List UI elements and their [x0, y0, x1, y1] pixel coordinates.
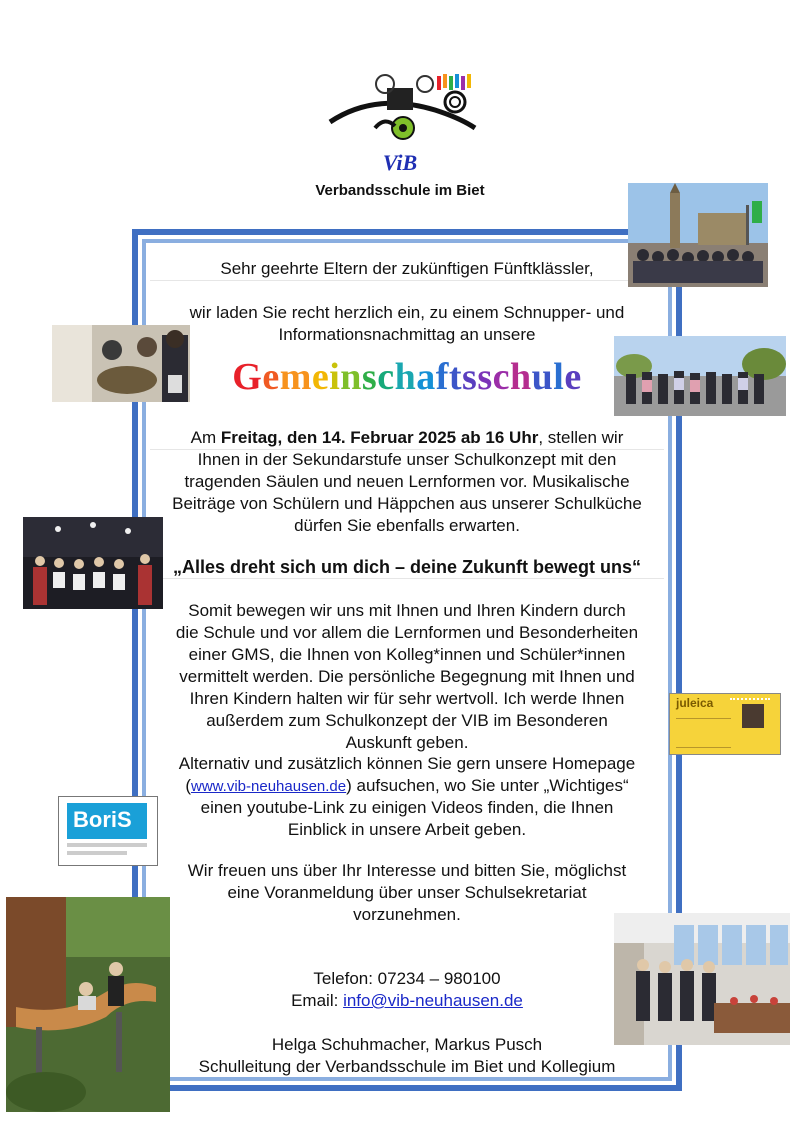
p2-line-5: Ihren Kindern halten wir für sehr wertvoll. Ich werde Ihnen: [189, 689, 625, 708]
p2-line-6: außerdem zum Schulkonzept der VIB im Besonderen: [206, 711, 608, 730]
p2-line-4: vermittelt werden. Die persönliche Begegnung mit Ihnen und: [179, 667, 635, 686]
title-letter: c: [492, 356, 511, 398]
photo-award-group: [23, 517, 163, 609]
photo-school-kitchen: [614, 913, 790, 1045]
title-letter: s: [361, 356, 378, 398]
p3-line-4: Einblick in unsere Arbeit geben.: [287, 820, 527, 839]
p3-line-3: einen youtube-Link zu einigen Videos finden, die Ihnen: [200, 798, 614, 817]
p3-line-1: Alternativ und zusätzlich können Sie gern unsere Homepage: [178, 754, 636, 773]
title-letter: t: [448, 356, 463, 398]
title-letter: n: [340, 356, 362, 398]
title-letter: a: [416, 356, 436, 398]
p4-line-2: eine Voranmeldung über unser Schulsekretariat: [227, 883, 587, 902]
invite-line-2: Informationsnachmittag an unsere: [278, 325, 536, 344]
juleica-card: juleica: [669, 693, 781, 755]
p2-line-7: Auskunft geben.: [345, 733, 469, 752]
title-letter: m: [279, 356, 312, 398]
title-letter: f: [435, 356, 449, 398]
title-letter: s: [477, 356, 493, 398]
homepage-link[interactable]: www.vib-neuhausen.de: [191, 778, 347, 795]
title-letter: l: [553, 356, 565, 398]
gemeinschaftsschule-title: [150, 355, 664, 399]
title-letter: s: [462, 356, 478, 398]
school-logo: [325, 70, 485, 145]
date-line: Am Freitag, den 14. Februar 2025 ab 16 Uhr, stellen wir: [150, 427, 664, 450]
photo-bench-outdoor: [6, 897, 170, 1112]
signers: Helga Schuhmacher, Markus Pusch: [271, 1035, 543, 1054]
title-letter: G: [232, 356, 263, 398]
p1-line-5: dürfen Sie ebenfalls erwarten.: [294, 516, 520, 535]
title-letter: i: [329, 356, 341, 398]
invite-line-1: wir laden Sie recht herzlich ein, zu einem Schnupper- und: [189, 303, 625, 322]
title-letter: e: [564, 356, 582, 398]
photo-students-outdoor: [614, 336, 786, 416]
p2-line-2: die Schule und vor allem die Lernformen und Besonderheiten: [175, 623, 639, 642]
p1-line-2: Ihnen in der Sekundarstufe unser Schulkonzept mit den: [197, 450, 617, 469]
p4-line-3: vorzunehmen.: [353, 905, 461, 924]
title-letter: e: [262, 356, 280, 398]
event-date: Freitag, den 14. Februar 2025 ab 16 Uhr: [220, 428, 539, 447]
email-link[interactable]: info@vib-neuhausen.de: [343, 991, 523, 1010]
signature-line: Schulleitung der Verbandsschule im Biet und Kollegium: [198, 1057, 616, 1076]
photo-plants-students: [52, 325, 190, 402]
p3-line-2: (www.vib-neuhausen.de) aufsuchen, wo Sie unter „Wichtiges“: [185, 776, 629, 795]
school-name: Verbandsschule im Biet: [315, 182, 485, 199]
school-abbreviation: ViB: [382, 150, 418, 175]
greeting: Sehr geehrte Eltern der zukünftigen Fünftklässler,: [150, 258, 664, 281]
p4-line-1: Wir freuen uns über Ihr Interesse und bitten Sie, möglichst: [187, 861, 627, 880]
title-letter: c: [377, 356, 395, 398]
boris-badge: BoriS: [58, 796, 158, 866]
title-letter: h: [510, 356, 532, 398]
phone: Telefon: 07234 – 980100: [313, 969, 501, 988]
p1-line-3: tragenden Säulen und neuen Lernformen vor. Musikalische: [184, 472, 630, 491]
slogan: „Alles dreht sich um dich – deine Zukunft bewegt uns“: [150, 556, 664, 579]
photo-london-group: [628, 183, 768, 287]
title-letter: e: [311, 356, 330, 398]
p2-line-3: einer GMS, die Ihnen von Kolleg*innen und Schüler*innen: [188, 645, 626, 664]
juleica-portrait: [742, 704, 764, 728]
p1-line-4: Beiträge von Schülern und Häppchen aus unserer Schulküche: [172, 494, 642, 513]
email-line: Email: info@vib-neuhausen.de: [291, 991, 523, 1010]
title-letter: h: [394, 356, 417, 398]
p2-line-1: Somit bewegen wir uns mit Ihnen und Ihren Kindern durch: [188, 601, 626, 620]
title-letter: u: [531, 356, 554, 398]
